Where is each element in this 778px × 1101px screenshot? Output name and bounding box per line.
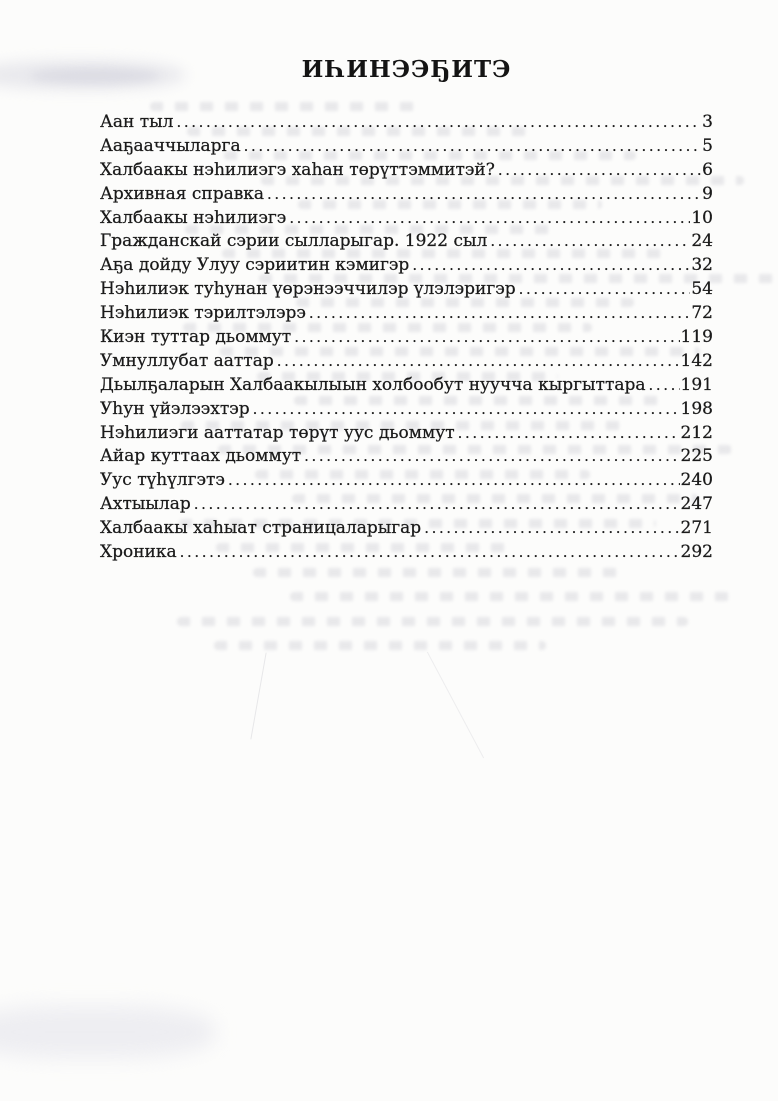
- toc-entry-label: Халбаакы нэһилиэгэ хаһан төрүттэммитэй?: [100, 159, 495, 180]
- toc-entry-page: 32: [691, 255, 713, 276]
- dot-leader: [244, 136, 702, 156]
- toc-entry-label: Халбаакы нэһилиэгэ: [100, 207, 287, 228]
- dot-leader: [498, 160, 701, 180]
- toc-entry-label: Гражданскай сэрии сылларыгар. 1922 сыл: [100, 231, 488, 252]
- toc-entry: [100, 446, 713, 470]
- dot-leader: [309, 303, 690, 323]
- dot-leader: [458, 423, 680, 443]
- dot-leader: [304, 446, 679, 466]
- toc-entry-label: Киэн туттар дьоммут: [100, 327, 292, 348]
- toc-entry-page: 191: [680, 374, 713, 395]
- toc-entry-page: 54: [691, 279, 713, 300]
- toc-entry: [100, 303, 713, 327]
- toc-entry-page: 119: [680, 327, 713, 348]
- toc-entry-label: Ахтыылар: [100, 494, 191, 515]
- toc-entry: [100, 375, 713, 399]
- toc-entry-label: Нэһилиэк туһунан үөрэнээччилэр үлэлэригэр: [100, 279, 516, 300]
- toc-entry: [100, 231, 713, 255]
- toc-entry: [100, 423, 713, 447]
- dot-leader: [649, 375, 680, 395]
- toc-entry-page: 10: [691, 207, 713, 228]
- page-title: ИҺИНЭЭҔИТЭ: [301, 56, 512, 83]
- bleedthrough-line: [290, 592, 730, 601]
- toc-entry-label: Халбаакы хаһыат страницаларыгар: [100, 518, 422, 539]
- toc-entry-page: 292: [680, 542, 713, 563]
- dot-leader: [253, 399, 680, 419]
- toc-entry-page: 5: [702, 135, 713, 156]
- toc-entry-page: 198: [680, 398, 713, 419]
- dot-leader: [180, 542, 680, 562]
- dot-leader: [289, 208, 690, 228]
- toc-entry-page: 6: [702, 159, 713, 180]
- toc-entry-label: Дьылҕаларын Халбаакылыын холбообут нуучча кыргыттара: [100, 374, 646, 395]
- toc-entry: [100, 399, 713, 423]
- toc-entry-page: 212: [680, 422, 713, 443]
- dot-leader: [277, 351, 680, 371]
- scan-scratch: [427, 652, 484, 758]
- bleedthrough-line: [214, 641, 546, 650]
- toc-entry: [100, 470, 713, 494]
- table-of-contents: [100, 112, 713, 566]
- toc-entry-page: 271: [680, 518, 713, 539]
- toc-entry-page: 9: [702, 183, 713, 204]
- toc-entry: [100, 112, 713, 136]
- toc-entry-label: Архивная справка: [100, 183, 265, 204]
- dot-leader: [519, 279, 691, 299]
- toc-entry-page: 247: [680, 494, 713, 515]
- toc-entry-label: Нэһилиэги ааттатар төрүт уус дьоммут: [100, 422, 455, 443]
- toc-entry: [100, 184, 713, 208]
- toc-entry-page: 240: [680, 470, 713, 491]
- toc-entry: [100, 542, 713, 566]
- scan-smudge-bottom: [0, 1006, 215, 1058]
- toc-entry-page: 225: [680, 446, 713, 467]
- toc-entry: [100, 255, 713, 279]
- toc-entry-page: 72: [691, 303, 713, 324]
- toc-entry: [100, 351, 713, 375]
- toc-entry-label: Ааҕааччыларга: [100, 135, 241, 156]
- bleedthrough-line: [177, 617, 688, 626]
- bleedthrough-line: [253, 568, 622, 577]
- bleedthrough-line: [150, 102, 420, 111]
- toc-entry-page: 142: [680, 350, 713, 371]
- dot-leader: [267, 184, 701, 204]
- toc-entry: [100, 208, 713, 232]
- dot-leader: [176, 112, 701, 132]
- toc-entry-page: 3: [702, 112, 713, 132]
- toc-entry: [100, 327, 713, 351]
- toc-entry: [100, 494, 713, 518]
- toc-entry-label: Уус түһүлгэтэ: [100, 470, 225, 491]
- toc-entry-label: Хроника: [100, 542, 177, 563]
- toc-entry-label: Аан тыл: [100, 112, 174, 132]
- dot-leader: [412, 255, 690, 275]
- toc-entry-label: Умнуллубат ааттар: [100, 350, 274, 371]
- toc-entry: [100, 136, 713, 160]
- dot-leader: [194, 494, 680, 514]
- toc-entry-label: Аҕа дойду Улуу сэриитин кэмигэр: [100, 255, 410, 276]
- toc-entry-label: Айар куттаах дьоммут: [100, 446, 302, 467]
- toc-entry-label: Нэһилиэк тэрилтэлэрэ: [100, 303, 306, 324]
- dot-leader: [294, 327, 679, 347]
- toc-entry-page: 24: [691, 231, 713, 252]
- toc-entry: [100, 518, 713, 542]
- scan-scratch: [250, 653, 266, 740]
- dot-leader: [228, 470, 680, 490]
- toc-entry-label: Уһун үйэлээхтэр: [100, 398, 250, 419]
- dot-leader: [490, 231, 690, 251]
- toc-entry: [100, 279, 713, 303]
- toc-entry: [100, 160, 713, 184]
- dot-leader: [424, 518, 679, 538]
